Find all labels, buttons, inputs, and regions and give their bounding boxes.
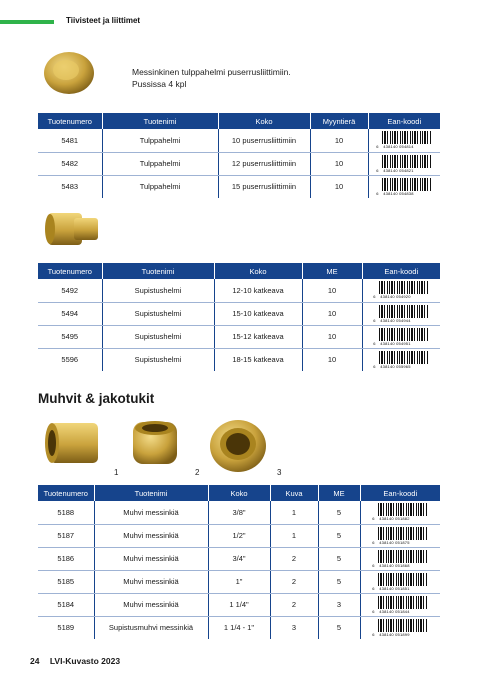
product-name: Supistushelmi [102,302,214,325]
barcode: 6 438140 051875 [372,527,428,545]
product-size: 12-10 katkeava [214,279,302,302]
table-row [38,325,440,348]
socket-table [38,485,440,639]
product-number: 5186 [38,547,94,570]
col-header: Kuva [270,485,318,501]
ean-code [360,524,440,547]
product-name: Supistushelmi [102,348,214,371]
table-row [38,593,440,616]
col-header: Koko [218,113,310,129]
socket-image-2 [127,414,185,472]
product-number: 5482 [38,152,102,175]
table-row [38,348,440,371]
ean-code [368,175,440,198]
sales-unit: 10 [310,129,368,152]
page-footer [30,656,120,666]
col-header: Tuotenimi [102,263,214,279]
product-number: 5481 [38,129,102,152]
ean-code [360,616,440,639]
product-size: 1 1/4 - 1" [208,616,270,639]
product-name: Muhvi messinkiä [94,570,208,593]
sales-unit: 10 [302,302,362,325]
product-number: 5189 [38,616,94,639]
product-number: 5187 [38,524,94,547]
product-size: 1/2" [208,524,270,547]
accent-bar [0,20,54,24]
product-intro [132,66,291,90]
reducer-table [38,263,440,371]
ean-code [368,129,440,152]
barcode: 6 438140 051868 [372,550,428,568]
product-size: 1 1/4" [208,593,270,616]
product-number: 5184 [38,593,94,616]
sales-unit: 5 [318,570,360,593]
ean-code [368,152,440,175]
sales-unit: 5 [318,524,360,547]
col-header: ME [318,485,360,501]
figure-ref: 2 [270,570,318,593]
figure-ref: 2 [270,593,318,616]
table-row [38,547,440,570]
socket-image-3 [206,414,270,474]
product-size: 18-15 katkeava [214,348,302,371]
ean-code [360,570,440,593]
barcode: 6 438140 054951 [373,328,429,346]
product-name: Supistushelmi [102,279,214,302]
col-header: Ean-koodi [360,485,440,501]
barcode: 6 438140 051882 [372,503,428,521]
sales-unit: 10 [310,175,368,198]
product-size: 15-12 katkeava [214,325,302,348]
product-size: 12 puserrusliittimiin [218,152,310,175]
barcode: 6 438140 051899 [372,619,428,637]
product-size: 3/4" [208,547,270,570]
barcode: 6 438140 051851 [372,573,428,591]
table-row [38,616,440,639]
table-row [38,175,440,198]
product-number: 5188 [38,501,94,524]
catalog-name: LVI-Kuvasto 2023 [49,656,121,666]
ean-code [362,279,440,302]
sales-unit: 10 [302,348,362,371]
col-header: Tuotenimi [94,485,208,501]
ean-code [360,547,440,570]
product-number: 5596 [38,348,102,371]
product-name: Muhvi messinkiä [94,547,208,570]
col-header: Ean-koodi [362,263,440,279]
table-row [38,152,440,175]
product-number: 5495 [38,325,102,348]
product-size: 3/8" [208,501,270,524]
ean-code [360,501,440,524]
barcode: 6 438140 054814 [376,131,432,149]
intro-line-1: Messinkinen tulppahelmi puserrusliittimiin. [132,67,291,77]
reducer-image [44,205,102,253]
col-header: Tuotenumero [38,485,94,501]
socket-image-1 [42,417,104,471]
barcode: 6 438140 051844 [372,596,428,614]
figure-ref: 2 [270,547,318,570]
cap-fitting-image [42,50,96,96]
product-number: 5492 [38,279,102,302]
col-header: Tuotenimi [102,113,218,129]
product-name: Tulppahelmi [102,152,218,175]
product-number: 5185 [38,570,94,593]
col-header: Tuotenumero [38,113,102,129]
col-header: ME [302,263,362,279]
sales-unit: 5 [318,501,360,524]
barcode: 6 438140 054944 [373,305,429,323]
sales-unit: 10 [302,279,362,302]
table-row [38,501,440,524]
product-size: 15-10 katkeava [214,302,302,325]
sales-unit: 5 [318,616,360,639]
figure-ref: 1 [270,501,318,524]
product-size: 1" [208,570,270,593]
product-name: Muhvi messinkiä [94,501,208,524]
sales-unit: 5 [318,547,360,570]
intro-line-2: Pussissa 4 kpl [132,79,187,89]
col-header: Myyntierä [310,113,368,129]
table-row [38,524,440,547]
barcode: 6 438140 054838 [376,178,432,196]
section-tag: Tiivisteet ja liittimet [66,16,141,25]
col-header: Ean-koodi [368,113,440,129]
cap-table [38,113,440,198]
col-header: Tuotenumero [38,263,102,279]
table-row [38,570,440,593]
col-header: Koko [214,263,302,279]
figure-number: 2 [195,468,200,477]
product-name: Tulppahelmi [102,175,218,198]
product-name: Tulppahelmi [102,129,218,152]
table-row [38,129,440,152]
sales-unit: 3 [318,593,360,616]
barcode: 6 438140 054920 [373,281,429,299]
section-heading: Muhvit & jakotukit [38,391,155,406]
table-row [38,279,440,302]
barcode: 6 438140 055965 [373,351,429,369]
barcode: 6 438140 054821 [376,155,432,173]
ean-code [362,325,440,348]
product-name: Muhvi messinkiä [94,524,208,547]
figure-ref: 1 [270,524,318,547]
product-size: 15 puserrusliittimiin [218,175,310,198]
figure-number: 3 [277,468,282,477]
ean-code [360,593,440,616]
sales-unit: 10 [310,152,368,175]
ean-code [362,348,440,371]
col-header: Koko [208,485,270,501]
page-number: 24 [30,656,40,666]
product-name: Supistushelmi [102,325,214,348]
figure-number: 1 [114,468,119,477]
product-number: 5483 [38,175,102,198]
table-row [38,302,440,325]
product-name: Supistusmuhvi messinkiä [94,616,208,639]
product-number: 5494 [38,302,102,325]
product-size: 10 puserrusliittimiin [218,129,310,152]
ean-code [362,302,440,325]
sales-unit: 10 [302,325,362,348]
figure-ref: 3 [270,616,318,639]
product-name: Muhvi messinkiä [94,593,208,616]
